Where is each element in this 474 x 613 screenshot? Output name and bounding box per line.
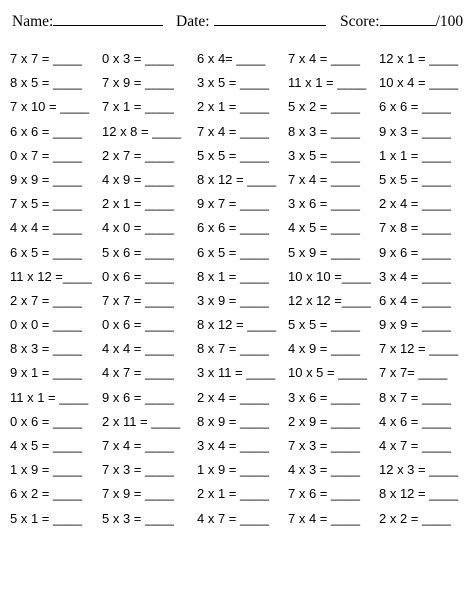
multiplication-problem[interactable]: 11 x 1 = ____ bbox=[288, 75, 367, 91]
problem-row bbox=[0, 293, 474, 317]
multiplication-problem[interactable]: 7 x 7= ____ bbox=[379, 365, 448, 381]
multiplication-problem[interactable]: 7 x 7 = ____ bbox=[10, 51, 82, 66]
problem-row bbox=[0, 486, 474, 510]
multiplication-problem[interactable]: 7 x 1 = ____ bbox=[102, 99, 174, 115]
multiplication-problem[interactable]: 4 x 7 = ____ bbox=[379, 438, 451, 453]
multiplication-problem[interactable]: 4 x 5 = ____ bbox=[10, 438, 82, 453]
multiplication-problem[interactable]: 0 x 6 = ____ bbox=[10, 413, 82, 429]
name-label: Name: bbox=[12, 13, 54, 30]
multiplication-problem[interactable]: 3 x 6 = ____ bbox=[288, 196, 360, 212]
multiplication-problem[interactable]: 4 x 6 = ____ bbox=[379, 413, 451, 429]
multiplication-problem[interactable]: 9 x 7 = ____ bbox=[197, 196, 269, 212]
worksheet-header bbox=[0, 0, 474, 40]
multiplication-problem[interactable]: 9 x 9 = ____ bbox=[10, 171, 82, 187]
multiplication-problem[interactable]: 12 x 12 =____ bbox=[288, 292, 371, 308]
multiplication-problem[interactable]: 4 x 0 = ____ bbox=[102, 220, 174, 236]
multiplication-problem[interactable]: 8 x 7 = ____ bbox=[197, 341, 269, 357]
multiplication-problem[interactable]: 9 x 6 = ____ bbox=[379, 244, 451, 260]
multiplication-problem[interactable]: 3 x 4 = ____ bbox=[197, 438, 269, 453]
multiplication-problem[interactable]: 0 x 0 = ____ bbox=[10, 317, 82, 333]
multiplication-problem[interactable]: 6 x 6 = ____ bbox=[10, 123, 82, 139]
multiplication-problem[interactable]: 2 x 1 = ____ bbox=[197, 99, 269, 115]
multiplication-problem[interactable]: 8 x 12 = ____ bbox=[379, 486, 459, 502]
multiplication-problem[interactable]: 2 x 4 = ____ bbox=[379, 196, 451, 212]
multiplication-problem[interactable]: 7 x 4 = ____ bbox=[288, 510, 360, 526]
multiplication-problem[interactable]: 2 x 2 = ____ bbox=[379, 510, 451, 526]
multiplication-problem[interactable]: 2 x 1 = ____ bbox=[197, 486, 269, 502]
multiplication-problem[interactable]: 6 x 4= ____ bbox=[197, 51, 266, 66]
multiplication-problem[interactable]: 12 x 8 = ____ bbox=[102, 123, 182, 139]
multiplication-problem[interactable]: 2 x 1 = ____ bbox=[102, 196, 174, 212]
multiplication-problem[interactable]: 9 x 9 = ____ bbox=[379, 317, 451, 333]
multiplication-problem[interactable]: 9 x 3 = ____ bbox=[379, 123, 451, 139]
multiplication-problem[interactable]: 8 x 12 = ____ bbox=[197, 171, 277, 187]
problem-row bbox=[0, 438, 474, 462]
multiplication-problem[interactable]: 8 x 3 = ____ bbox=[288, 123, 360, 139]
multiplication-problem[interactable]: 2 x 7 = ____ bbox=[102, 147, 174, 163]
problem-grid bbox=[0, 51, 474, 535]
multiplication-problem[interactable]: 3 x 6 = ____ bbox=[288, 389, 360, 405]
multiplication-problem[interactable]: 4 x 9 = ____ bbox=[102, 171, 174, 187]
multiplication-problem[interactable]: 5 x 2 = ____ bbox=[288, 99, 360, 115]
multiplication-problem[interactable]: 8 x 3 = ____ bbox=[10, 341, 82, 357]
multiplication-problem[interactable]: 9 x 1 = ____ bbox=[10, 365, 82, 381]
multiplication-problem[interactable]: 5 x 9 = ____ bbox=[288, 244, 360, 260]
multiplication-problem[interactable]: 10 x 5 = ____ bbox=[288, 365, 368, 381]
multiplication-problem[interactable]: 7 x 5 = ____ bbox=[10, 196, 82, 212]
multiplication-problem[interactable]: 4 x 4 = ____ bbox=[102, 341, 174, 357]
multiplication-problem[interactable]: 5 x 1 = ____ bbox=[10, 510, 82, 526]
multiplication-problem[interactable]: 7 x 4 = ____ bbox=[197, 123, 269, 139]
multiplication-problem[interactable]: 9 x 6 = ____ bbox=[102, 389, 174, 405]
multiplication-problem[interactable]: 5 x 5 = ____ bbox=[197, 147, 269, 163]
multiplication-problem[interactable]: 0 x 6 = ____ bbox=[102, 268, 174, 284]
problem-row bbox=[0, 269, 474, 293]
date-blank[interactable] bbox=[214, 10, 326, 26]
multiplication-problem[interactable]: 2 x 9 = ____ bbox=[288, 413, 360, 429]
score-field bbox=[340, 10, 463, 31]
multiplication-problem[interactable]: 4 x 7 = ____ bbox=[197, 510, 269, 526]
multiplication-problem[interactable]: 7 x 12 = ____ bbox=[379, 341, 459, 357]
multiplication-problem[interactable]: 8 x 12 = ____ bbox=[197, 317, 277, 333]
problem-row bbox=[0, 511, 474, 535]
problem-row bbox=[0, 172, 474, 196]
multiplication-problem[interactable]: 7 x 4 = ____ bbox=[288, 171, 360, 187]
multiplication-problem[interactable]: 7 x 4 = ____ bbox=[102, 438, 174, 453]
multiplication-problem[interactable]: 4 x 7 = ____ bbox=[102, 365, 174, 381]
multiplication-problem[interactable]: 0 x 6 = ____ bbox=[102, 317, 174, 333]
multiplication-problem[interactable]: 5 x 5 = ____ bbox=[379, 171, 451, 187]
date-label: Date: bbox=[176, 13, 210, 30]
multiplication-problem[interactable]: 8 x 1 = ____ bbox=[197, 268, 269, 284]
problem-row bbox=[0, 148, 474, 172]
problem-row bbox=[0, 462, 474, 486]
multiplication-problem[interactable]: 6 x 5 = ____ bbox=[10, 244, 82, 260]
multiplication-problem[interactable]: 7 x 4 = ____ bbox=[288, 51, 360, 66]
multiplication-problem[interactable]: 7 x 3 = ____ bbox=[102, 462, 174, 478]
multiplication-problem[interactable]: 3 x 9 = ____ bbox=[197, 292, 269, 308]
multiplication-problem[interactable]: 2 x 7 = ____ bbox=[10, 292, 82, 308]
multiplication-problem[interactable]: 4 x 4 = ____ bbox=[10, 220, 82, 236]
problem-row bbox=[0, 245, 474, 269]
multiplication-problem[interactable]: 6 x 2 = ____ bbox=[10, 486, 82, 502]
multiplication-problem[interactable]: 3 x 5 = ____ bbox=[288, 147, 360, 163]
multiplication-problem[interactable]: 7 x 8 = ____ bbox=[379, 220, 451, 236]
multiplication-problem[interactable]: 10 x 10 =____ bbox=[288, 268, 371, 284]
multiplication-problem[interactable]: 8 x 9 = ____ bbox=[197, 413, 269, 429]
problem-row bbox=[0, 220, 474, 244]
problem-row bbox=[0, 390, 474, 414]
multiplication-problem[interactable]: 2 x 4 = ____ bbox=[197, 389, 269, 405]
multiplication-problem[interactable]: 6 x 5 = ____ bbox=[197, 244, 269, 260]
multiplication-problem[interactable]: 1 x 1 = ____ bbox=[379, 147, 451, 163]
problem-row bbox=[0, 414, 474, 438]
multiplication-problem[interactable]: 1 x 9 = ____ bbox=[197, 462, 269, 478]
problem-row bbox=[0, 317, 474, 341]
multiplication-problem[interactable]: 1 x 9 = ____ bbox=[10, 462, 82, 478]
multiplication-problem[interactable]: 4 x 3 = ____ bbox=[288, 462, 360, 478]
score-blank[interactable] bbox=[380, 10, 436, 26]
multiplication-problem[interactable]: 10 x 4 = ____ bbox=[379, 75, 459, 91]
multiplication-problem[interactable]: 4 x 9 = ____ bbox=[288, 341, 360, 357]
multiplication-problem[interactable]: 6 x 4 = ____ bbox=[379, 292, 451, 308]
multiplication-problem[interactable]: 12 x 1 = ____ bbox=[379, 51, 459, 66]
multiplication-problem[interactable]: 3 x 4 = ____ bbox=[379, 268, 451, 284]
multiplication-problem[interactable]: 7 x 9 = ____ bbox=[102, 486, 174, 502]
multiplication-problem[interactable]: 6 x 6 = ____ bbox=[197, 220, 269, 236]
multiplication-problem[interactable]: 7 x 7 = ____ bbox=[102, 292, 174, 308]
multiplication-problem[interactable]: 3 x 5 = ____ bbox=[197, 75, 269, 91]
name-field bbox=[12, 10, 163, 31]
multiplication-problem[interactable]: 2 x 11 = ____ bbox=[102, 413, 181, 429]
problem-row bbox=[0, 75, 474, 99]
multiplication-problem[interactable]: 5 x 3 = ____ bbox=[102, 510, 174, 526]
problem-row bbox=[0, 196, 474, 220]
multiplication-problem[interactable]: 11 x 12 =____ bbox=[10, 268, 92, 284]
problem-row bbox=[0, 365, 474, 389]
multiplication-problem[interactable]: 7 x 3 = ____ bbox=[288, 438, 360, 453]
multiplication-problem[interactable]: 7 x 9 = ____ bbox=[102, 75, 174, 91]
name-blank[interactable] bbox=[53, 10, 163, 26]
multiplication-problem[interactable]: 5 x 5 = ____ bbox=[288, 317, 360, 333]
multiplication-problem[interactable]: 8 x 7 = ____ bbox=[379, 389, 451, 405]
multiplication-problem[interactable]: 12 x 3 = ____ bbox=[379, 462, 459, 478]
score-total: /100 bbox=[435, 13, 464, 30]
date-field bbox=[176, 10, 326, 31]
multiplication-problem[interactable]: 0 x 7 = ____ bbox=[10, 147, 82, 163]
problem-row bbox=[0, 99, 474, 123]
problem-row bbox=[0, 341, 474, 365]
multiplication-problem[interactable]: 7 x 10 = ____ bbox=[10, 99, 90, 115]
problem-row bbox=[0, 124, 474, 148]
multiplication-problem[interactable]: 0 x 3 = ____ bbox=[102, 51, 174, 66]
multiplication-problem[interactable]: 3 x 11 = ____ bbox=[197, 365, 276, 381]
multiplication-problem[interactable]: 7 x 6 = ____ bbox=[288, 486, 360, 502]
multiplication-problem[interactable]: 4 x 5 = ____ bbox=[288, 220, 360, 236]
multiplication-problem[interactable]: 8 x 5 = ____ bbox=[10, 75, 82, 91]
score-label: Score: bbox=[340, 13, 380, 30]
multiplication-problem[interactable]: 11 x 1 = ____ bbox=[10, 389, 89, 405]
multiplication-problem[interactable]: 6 x 6 = ____ bbox=[379, 99, 451, 115]
multiplication-problem[interactable]: 5 x 6 = ____ bbox=[102, 244, 174, 260]
problem-row bbox=[0, 51, 474, 75]
